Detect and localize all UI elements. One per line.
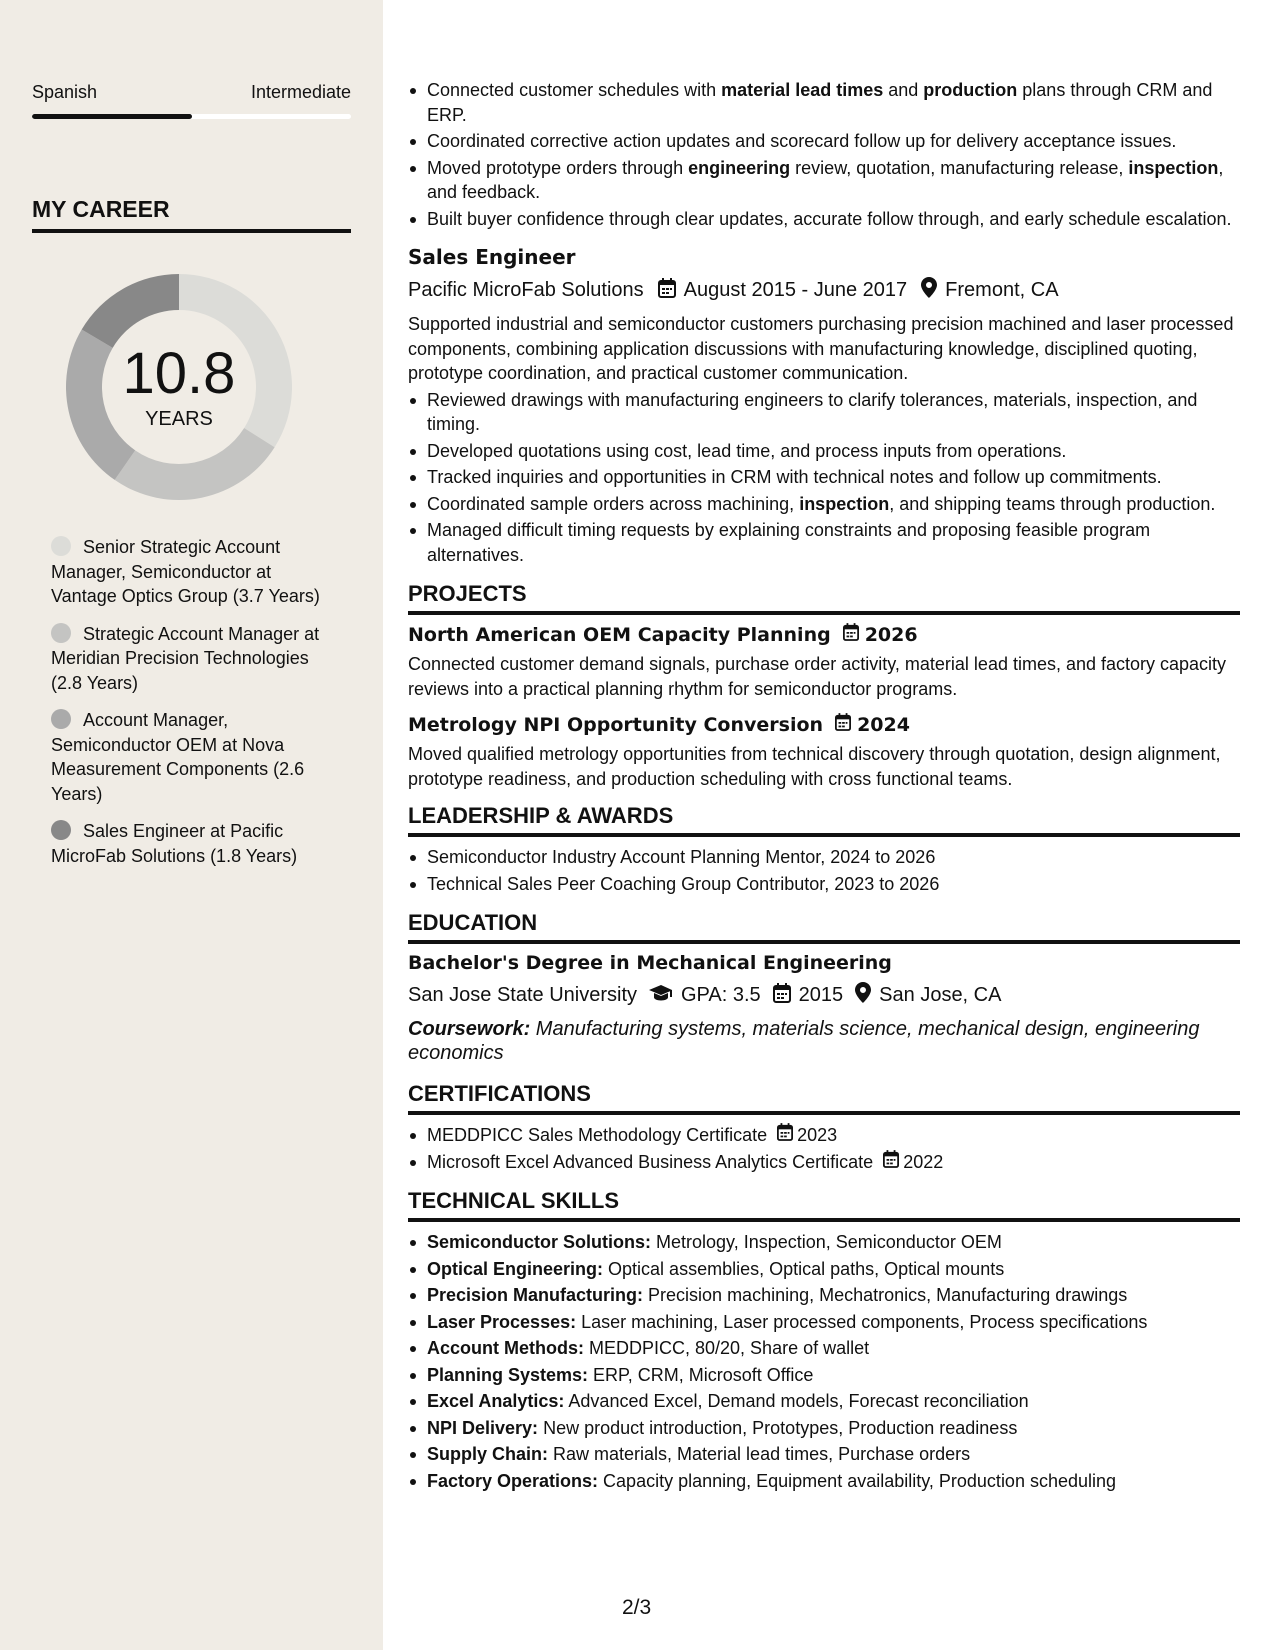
skill-item xyxy=(408,1310,1240,1335)
leadership-heading: LEADERSHIP & AWARDS xyxy=(408,803,1240,837)
education-degree: Bachelor's Degree in Mechanical Engineering xyxy=(408,952,892,974)
legend-dot xyxy=(51,709,71,729)
skill-item xyxy=(408,1230,1240,1255)
skill-item xyxy=(408,1283,1240,1308)
certification-name: Microsoft Excel Advanced Business Analytics Certificate xyxy=(427,1151,874,1172)
certification-name: MEDDPICC Sales Methodology Certificate xyxy=(427,1125,768,1145)
skill-category: NPI Delivery: xyxy=(427,1417,539,1438)
bullet-text: Coordinated sample orders across machining, xyxy=(427,493,800,514)
certification-year: 2023 xyxy=(797,1125,838,1145)
map-pin-icon xyxy=(921,277,937,304)
bullet-text: Tracked inquiries and opportunities in CRM with technical notes and follow up commitments. xyxy=(427,467,1162,487)
project-title xyxy=(408,713,1240,736)
skill-category: Laser Processes: xyxy=(427,1311,577,1332)
coursework-text: Manufacturing systems, materials science, mechanical design, engineering economics xyxy=(408,1018,1200,1064)
job-bullets xyxy=(408,388,1240,568)
career-legend xyxy=(51,535,331,881)
page-number: 2/3 xyxy=(622,1596,652,1619)
career-heading: MY CAREER xyxy=(32,196,351,233)
skill-values: Capacity planning, Equipment availability, Production scheduling xyxy=(598,1470,1117,1491)
career-legend-item xyxy=(51,819,331,868)
previous-job-bullet xyxy=(408,156,1240,205)
career-legend-label: Sales Engineer at Pacific MicroFab Solutions (1.8 Years) xyxy=(51,821,298,866)
bullet-text: Reviewed drawings with manufacturing engineers to clarify tolerances, materials, inspection, and timing. xyxy=(427,389,1198,434)
education-school: San Jose State University xyxy=(408,984,637,1006)
language-level: Intermediate xyxy=(250,82,351,102)
skill-item xyxy=(408,1442,1240,1467)
language-row xyxy=(32,82,351,103)
career-legend-label: Senior Strategic Account Manager, Semiconductor at Vantage Optics Group (3.7 Years) xyxy=(51,537,320,606)
skill-values: Raw materials, Material lead times, Purchase orders xyxy=(548,1444,971,1464)
project-name: North American OEM Capacity Planning xyxy=(408,623,831,646)
certifications-list xyxy=(408,1123,1240,1174)
job-meta xyxy=(408,277,1240,304)
education-gpa: GPA: 3.5 xyxy=(681,984,761,1006)
skill-category: Account Methods: xyxy=(427,1338,584,1358)
certification-date xyxy=(883,1150,943,1175)
leadership-item: Technical Sales Peer Coaching Group Contributor, 2023 to 2026 xyxy=(408,872,1240,897)
skill-item xyxy=(408,1336,1240,1361)
legend-dot xyxy=(51,623,71,643)
skill-category: Planning Systems: xyxy=(427,1364,589,1385)
bullet-text: Coordinated corrective action updates and scorecard follow up for delivery acceptance issues. xyxy=(427,131,1177,151)
career-legend-item xyxy=(51,535,331,609)
years-label: YEARS xyxy=(145,407,213,430)
bullet-text: review, quotation, manufacturing release, xyxy=(790,157,1129,178)
project-description: Connected customer demand signals, purchase order activity, material lead times, and factory capacity reviews into a practical planning rhythm for semiconductor programs. xyxy=(408,654,1227,699)
projects-list xyxy=(408,623,1240,791)
skill-values: Metrology, Inspection, Semiconductor OEM xyxy=(651,1232,1002,1252)
certification-item xyxy=(408,1123,1240,1148)
language-proficiency-bar xyxy=(32,114,351,119)
job-company: Pacific MicroFab Solutions xyxy=(408,279,644,301)
project-year: 2026 xyxy=(864,623,918,646)
bullet-text: Connected customer schedules with xyxy=(427,80,722,100)
skills-heading: TECHNICAL SKILLS xyxy=(408,1188,1240,1222)
project-name: Metrology NPI Opportunity Conversion xyxy=(408,713,824,736)
education-coursework xyxy=(408,1017,1240,1065)
skill-category: Excel Analytics: xyxy=(427,1391,565,1411)
sidebar xyxy=(0,0,383,1650)
leadership-item: Semiconductor Industry Account Planning Mentor, 2024 to 2026 xyxy=(408,845,1240,870)
calendar-icon xyxy=(883,1150,899,1175)
skill-values: ERP, CRM, Microsoft Office xyxy=(588,1364,814,1385)
job-location: Fremont, CA xyxy=(945,279,1059,301)
bullet-bold-text: material lead times xyxy=(721,80,884,100)
bullet-bold-text: engineering xyxy=(688,157,791,178)
previous-job-bullet xyxy=(408,129,1240,154)
project-title xyxy=(408,623,1240,646)
job-bullet xyxy=(408,439,1240,464)
education-meta xyxy=(408,982,1240,1009)
coursework-label: Coursework: xyxy=(408,1018,531,1040)
bullet-bold-text: inspection xyxy=(799,493,890,514)
bullet-text: , and shipping teams through production. xyxy=(889,493,1216,514)
skill-category: Factory Operations: xyxy=(427,1470,599,1491)
projects-heading: PROJECTS xyxy=(408,581,1240,615)
bullet-text: , and feedback. xyxy=(427,157,1224,202)
job-bullet xyxy=(408,388,1240,437)
graduation-cap-icon xyxy=(649,984,673,1008)
career-legend-item xyxy=(51,708,331,806)
bullet-bold-text: inspection xyxy=(1128,157,1219,178)
previous-job-bullet xyxy=(408,207,1240,232)
skill-category: Supply Chain: xyxy=(427,1444,548,1464)
certification-item xyxy=(408,1150,1240,1175)
job-dates: August 2015 - June 2017 xyxy=(683,279,908,301)
skill-values: Laser machining, Laser processed components, Process specifications xyxy=(576,1311,1148,1332)
bullet-text: Managed difficult timing requests by explaining constraints and proposing feasible program alternatives. xyxy=(427,520,1151,565)
calendar-icon xyxy=(843,623,859,646)
legend-dot xyxy=(51,536,71,556)
project-description: Moved qualified metrology opportunities from technical discovery through quotation, design alignment, prototype readiness, and production scheduling with cross functional teams. xyxy=(408,744,1221,789)
previous-job-bullet xyxy=(408,78,1240,127)
education-location: San Jose, CA xyxy=(879,984,1002,1006)
language-name: Spanish xyxy=(32,82,98,102)
skills-list xyxy=(408,1230,1240,1493)
skill-values: Precision machining, Mechatronics, Manufacturing drawings xyxy=(643,1285,1128,1305)
education-year: 2015 xyxy=(798,984,844,1006)
language-proficiency-fill xyxy=(32,114,192,119)
bullet-text: Built buyer confidence through clear updates, accurate follow through, and early schedule escalation. xyxy=(427,208,1232,229)
skill-item xyxy=(408,1469,1240,1494)
project-year: 2024 xyxy=(857,713,910,736)
map-pin-icon xyxy=(855,982,871,1009)
job-summary: Supported industrial and semiconductor customers purchasing precision machined and laser processed components, combining application discussions with manufacturing knowledge, disciplined quoting, prototype coordination, and practical customer communication. xyxy=(408,314,1234,383)
skill-item xyxy=(408,1416,1240,1441)
main-content xyxy=(408,78,1240,1507)
certifications-heading: CERTIFICATIONS xyxy=(408,1081,1240,1115)
education-heading: EDUCATION xyxy=(408,910,1240,944)
job-bullet xyxy=(408,465,1240,490)
career-legend-label: Account Manager, Semiconductor OEM at Nova Measurement Components (2.6 Years) xyxy=(51,710,305,804)
calendar-icon xyxy=(835,713,851,736)
skill-values: MEDDPICC, 80/20, Share of wallet xyxy=(584,1338,870,1358)
legend-dot xyxy=(51,820,71,840)
career-legend-label: Strategic Account Manager at Meridian Precision Technologies (2.8 Years) xyxy=(51,623,320,693)
skill-category: Semiconductor Solutions: xyxy=(427,1232,652,1252)
bullet-text: plans through CRM and ERP. xyxy=(427,80,1213,125)
total-years: 10.8 xyxy=(122,340,236,406)
previous-job-bullets xyxy=(408,78,1240,231)
donut-center xyxy=(66,274,292,500)
career-legend-item xyxy=(51,622,331,696)
calendar-icon xyxy=(777,1123,793,1148)
certification-date xyxy=(777,1123,837,1148)
career-donut-chart xyxy=(66,274,292,500)
bullet-text: Moved prototype orders through xyxy=(427,157,689,178)
skill-category: Precision Manufacturing: xyxy=(427,1285,644,1305)
bullet-text: Developed quotations using cost, lead time, and process inputs from operations. xyxy=(427,440,1067,461)
skill-item xyxy=(408,1257,1240,1282)
calendar-icon xyxy=(658,278,676,304)
skill-item xyxy=(408,1363,1240,1388)
skill-values: Advanced Excel, Demand models, Forecast reconciliation xyxy=(564,1391,1029,1411)
leadership-list xyxy=(408,845,1240,896)
skill-values: New product introduction, Prototypes, Production readiness xyxy=(538,1417,1018,1438)
certification-year: 2022 xyxy=(903,1151,944,1172)
bullet-bold-text: production xyxy=(923,80,1018,100)
job-bullet xyxy=(408,492,1240,517)
skill-category: Optical Engineering: xyxy=(427,1258,604,1279)
bullet-text: and xyxy=(883,80,924,100)
job-bullet xyxy=(408,518,1240,567)
skill-item xyxy=(408,1389,1240,1414)
job-title: Sales Engineer xyxy=(408,245,576,269)
skill-values: Optical assemblies, Optical paths, Optical mounts xyxy=(603,1258,1005,1279)
calendar-icon xyxy=(773,983,791,1009)
